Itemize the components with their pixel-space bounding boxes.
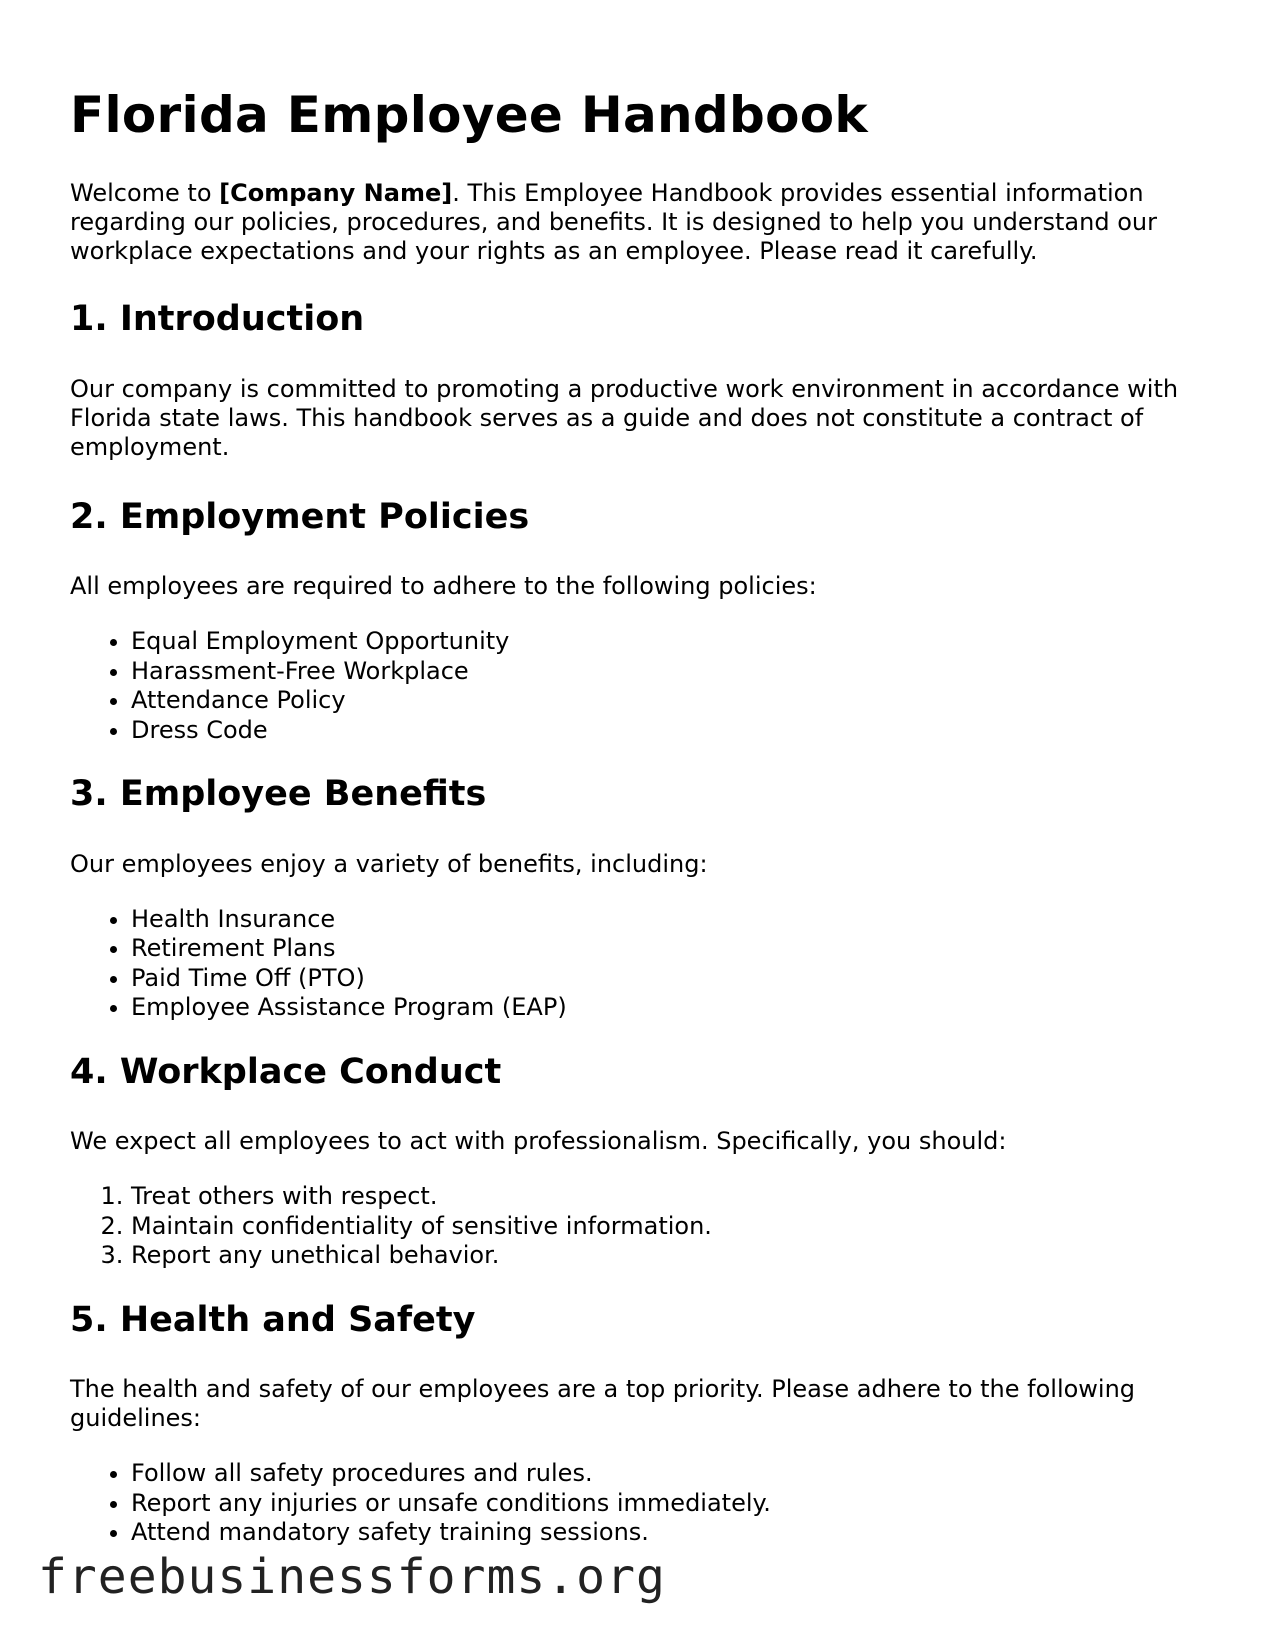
list-item: • Paid Time Off (PTO) [131, 964, 1200, 994]
section-heading-employment-policies: 2. Employment Policies [70, 496, 530, 537]
health-and-safety-paragraph: The health and safety of our employees are a top priority. Please adhere to the following guidelines: [70, 1375, 1136, 1432]
list-item: • Retirement Plans [131, 934, 1200, 964]
welcome-paragraph [70, 179, 1200, 266]
health-and-safety-list [70, 1459, 1200, 1548]
welcome-text-end: . This Employee Handbook provides essential information regarding our policies, procedures, and benefits. It is designed to help you understand our workplace expectations and your rights as an employee. Please read it carefully. [70, 179, 1157, 265]
list-item: • Attend mandatory safety training sessions. [131, 1518, 1200, 1548]
list-item: • Attendance Policy [131, 686, 1200, 716]
list-item: • Equal Employment Opportunity [131, 627, 1200, 657]
list-item: • Health Insurance [131, 905, 1200, 935]
section-heading-employee-benefits: 3. Employee Benefits [70, 774, 487, 814]
list-item: 3. Report any unethical behavior. [131, 1241, 1200, 1271]
list-item: • Employee Assistance Program (EAP) [131, 993, 1200, 1023]
document-page [70, 88, 1200, 1578]
section-heading-health-and-safety: 5. Health and Safety [70, 1299, 476, 1340]
employee-benefits-paragraph: Our employees enjoy a variety of benefits, including: [70, 849, 708, 878]
watermark: freebusinessforms.org [38, 1549, 666, 1605]
list-item: • Report any injuries or unsafe conditions immediately. [131, 1489, 1200, 1519]
employment-policies-list [70, 627, 1200, 745]
introduction-paragraph: Our company is committed to promoting a productive work environment in accordance with Florida state laws. This handbook serves as a guide and does not constitute a contract of employment. [70, 374, 1179, 461]
employee-benefits-list [70, 905, 1200, 1023]
section-heading-introduction: 1. Introduction [70, 299, 365, 339]
list-item: • Harassment-Free Workplace [131, 657, 1200, 687]
list-item: 1. Treat others with respect. [131, 1182, 1200, 1212]
list-item: • Dress Code [131, 716, 1200, 746]
employment-policies-paragraph: All employees are required to adhere to the following policies: [70, 572, 817, 600]
welcome-text-start: Welcome to [70, 179, 220, 207]
company-name-placeholder: [Company Name] [219, 179, 453, 207]
workplace-conduct-paragraph: We expect all employees to act with professionalism. Specifically, you should: [70, 1127, 1007, 1155]
document-title: Florida Employee Handbook [70, 86, 868, 144]
list-item: • Follow all safety procedures and rules. [131, 1459, 1200, 1489]
section-heading-workplace-conduct: 4. Workplace Conduct [70, 1051, 502, 1092]
list-item: 2. Maintain confidentiality of sensitive information. [131, 1212, 1200, 1242]
workplace-conduct-list [70, 1182, 1200, 1271]
